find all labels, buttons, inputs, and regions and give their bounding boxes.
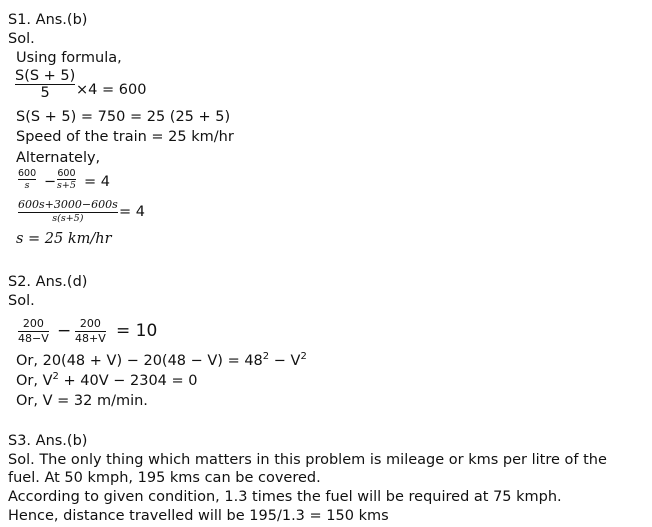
s2-numerator-1: 200: [22, 317, 44, 330]
s1-alt-equals: = 4: [84, 174, 110, 190]
s1-alt-denominator-1: s: [24, 180, 30, 191]
s2-line-2-exponent: 2: [52, 371, 59, 383]
s1-alt-fraction-3: [18, 198, 118, 224]
s1-formula-fraction: [15, 68, 75, 101]
s1-alt-minus: −: [44, 174, 57, 190]
s2-line-1-text: Or, 20(48 + V) − 20(48 − V) = 48: [16, 353, 263, 369]
s1-formula-numerator: S(S + 5): [15, 68, 76, 84]
s1-alternately: Alternately,: [16, 150, 101, 166]
s2-fraction-2: [75, 317, 106, 346]
s1-equation-2: S(S + 5) = 750 = 25 (25 + 5): [16, 109, 231, 125]
s2-sol-label: Sol.: [8, 293, 35, 309]
s1-speed-statement: Speed of the train = 25 km/hr: [16, 129, 234, 145]
s1-sol-label: Sol.: [8, 31, 35, 47]
s1-formula-intro: Using formula,: [16, 50, 122, 66]
s2-denominator-1: 48−V: [18, 332, 49, 345]
s1-result: s = 25 km/hr: [16, 231, 112, 247]
s2-line-3: Or, V = 32 m/min.: [16, 393, 148, 409]
s1-alt-numerator-2: 600: [57, 168, 76, 179]
s2-numerator-2: 200: [79, 317, 101, 330]
s1-alt-numerator-1: 600: [18, 168, 37, 179]
s1-alt-fraction-2: [57, 168, 76, 191]
s1-formula-rest: ×4 = 600: [76, 82, 147, 98]
s2-heading: S2. Ans.(d): [8, 274, 88, 290]
s2-equals: = 10: [116, 321, 158, 341]
s1-heading: S1. Ans.(b): [8, 12, 88, 28]
s1-formula-denominator: 5: [40, 85, 50, 101]
s2-line-1-exponent-1: 2: [262, 351, 270, 363]
s3-line-4: Hence, distance travelled will be 195/1.3 = 150 kms: [8, 508, 389, 524]
s3-heading: S3. Ans.(b): [8, 433, 88, 449]
s2-line-1-mid: − V: [269, 353, 301, 369]
s2-line-1-exponent-2: 2: [300, 351, 307, 363]
s1-alt-fraction-1: [18, 168, 36, 191]
s3-line-3: According to given condition, 1.3 times the fuel will be required at 75 kmph.: [8, 489, 562, 505]
s1-alt-equals-2: = 4: [119, 204, 145, 220]
s2-line-2: [16, 372, 198, 390]
s1-alt-denominator-2: s+5: [57, 180, 76, 191]
s2-line-2-text: Or, V: [16, 373, 53, 389]
s1-alt-denominator-3: s(s+5): [52, 213, 84, 224]
s1-alt-numerator-3: 600s+3000−600s: [18, 198, 118, 211]
s2-line-2-rest: + 40V − 2304 = 0: [58, 373, 198, 389]
s2-minus: −: [57, 321, 72, 341]
s2-denominator-2: 48+V: [75, 332, 106, 345]
s3-line-2: fuel. At 50 kmph, 195 kms can be covered.: [8, 470, 321, 486]
s3-line-1: Sol. The only thing which matters in this problem is mileage or kms per litre of the: [8, 452, 607, 468]
s2-fraction-1: [18, 317, 49, 346]
s2-line-1: [16, 352, 307, 370]
